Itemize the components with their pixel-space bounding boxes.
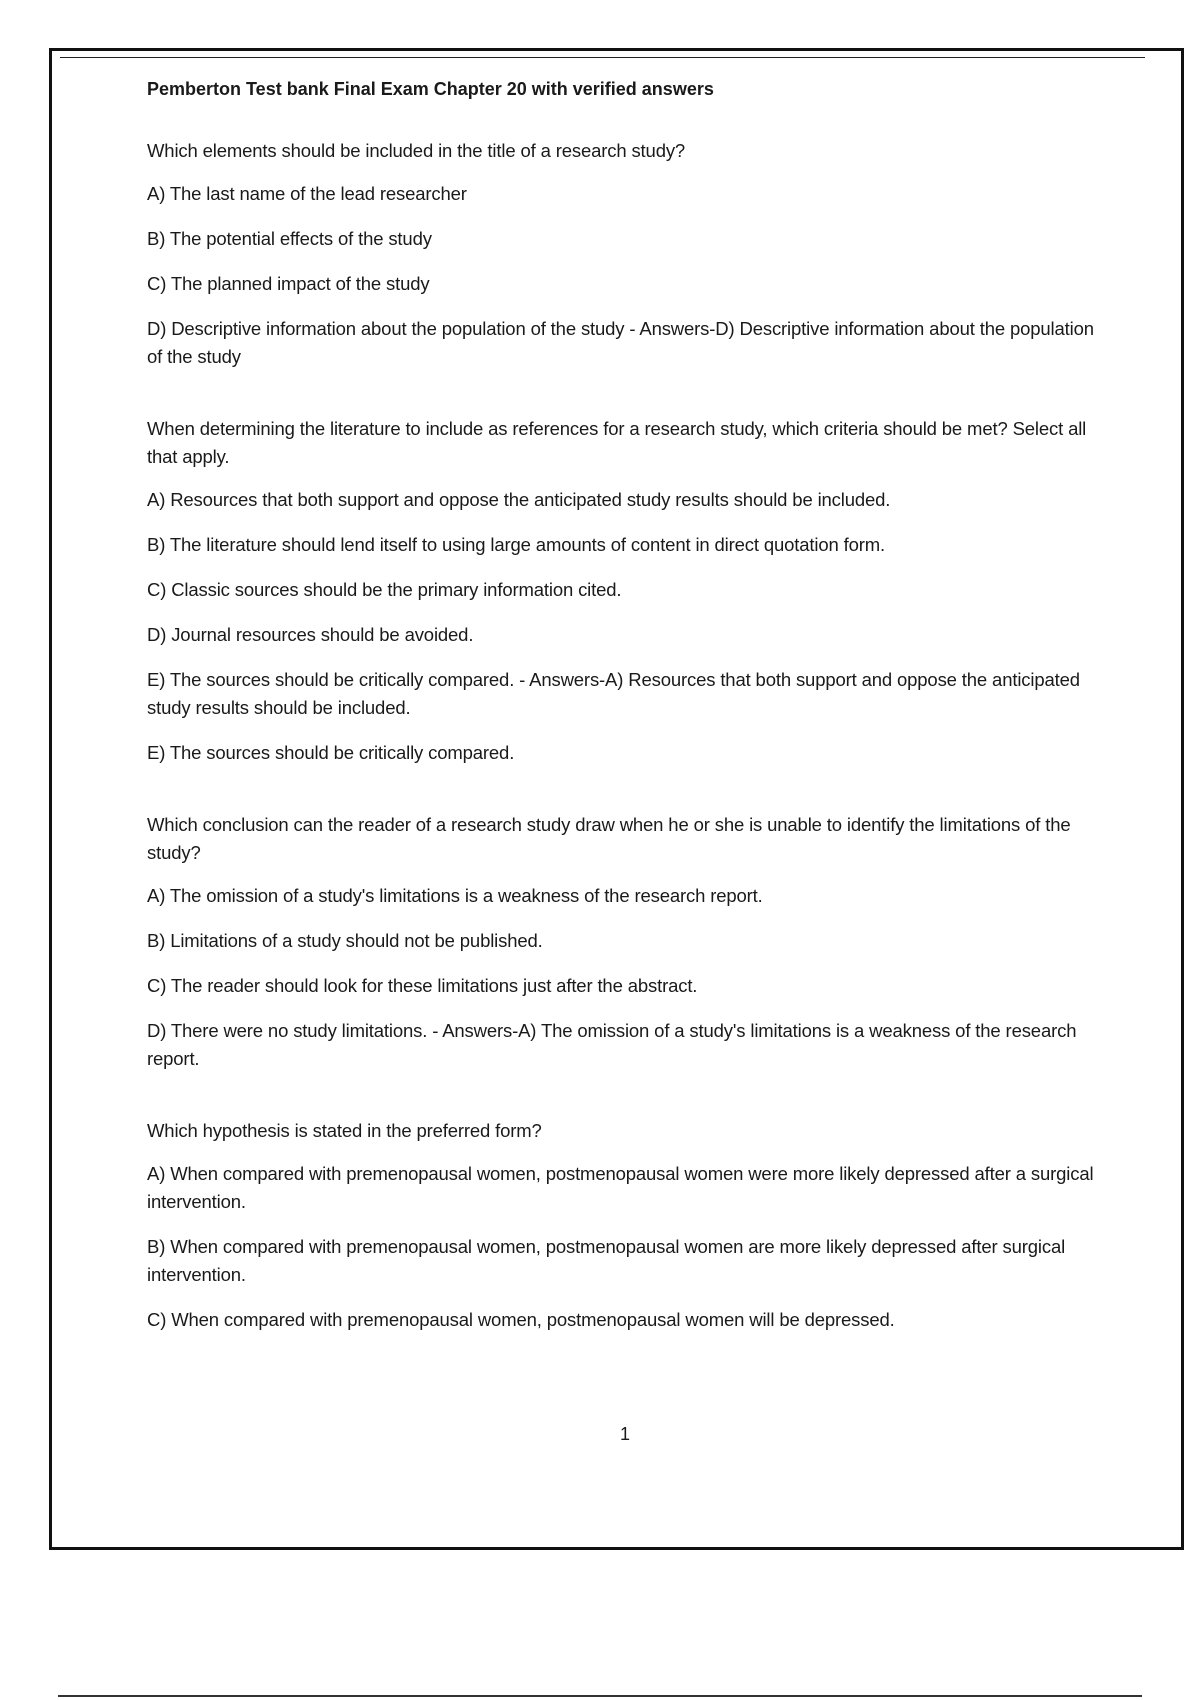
answer-option: D) There were no study limitations. - Answers-A) The omission of a study's limitations is a weakness of the research report.: [147, 1020, 1077, 1069]
question-stem: Which hypothesis is stated in the preferred form?: [147, 1120, 542, 1141]
answer-option: C) The reader should look for these limitations just after the abstract.: [147, 975, 698, 996]
answer-option: A) The omission of a study's limitations is a weakness of the research report.: [147, 885, 763, 906]
answer-option: A) The last name of the lead researcher: [147, 183, 467, 204]
answer-option: B) The potential effects of the study: [147, 228, 432, 249]
answer-option: D) Journal resources should be avoided.: [147, 624, 474, 645]
document-title: Pemberton Test bank Final Exam Chapter 20 with verified answers: [147, 79, 714, 99]
question-stem: When determining the literature to include as references for a research study, which criteria should be met? Select all that apply.: [147, 418, 1087, 467]
question-2: [147, 415, 1107, 767]
page-content: [147, 75, 1107, 1351]
answer-option: E) The sources should be critically compared.: [147, 742, 515, 763]
answer-option: B) Limitations of a study should not be published.: [147, 930, 543, 951]
answer-option: C) Classic sources should be the primary information cited.: [147, 579, 622, 600]
answer-option: B) When compared with premenopausal women, postmenopausal women are more likely depressed after surgical intervention.: [147, 1236, 1066, 1285]
answer-option: C) The planned impact of the study: [147, 273, 430, 294]
question-1: [147, 137, 1107, 371]
top-rule: [60, 57, 1145, 58]
next-page-top-rule: [58, 1695, 1142, 1697]
answer-option: A) Resources that both support and oppose the anticipated study results should be included.: [147, 489, 891, 510]
question-4: [147, 1117, 1107, 1334]
answer-option: E) The sources should be critically compared. - Answers-A) Resources that both support and oppose the anticipated study results should be included.: [147, 669, 1080, 718]
answer-option: B) The literature should lend itself to using large amounts of content in direct quotation form.: [147, 534, 886, 555]
answer-option: A) When compared with premenopausal women, postmenopausal women were more likely depressed after a surgical intervention.: [147, 1163, 1094, 1212]
page-frame: [49, 48, 1184, 1550]
page-number: 1: [619, 1424, 630, 1444]
question-stem: Which conclusion can the reader of a research study draw when he or she is unable to identify the limitations of the study?: [147, 814, 1071, 863]
answer-option: C) When compared with premenopausal women, postmenopausal women will be depressed.: [147, 1309, 895, 1330]
question-3: [147, 811, 1107, 1073]
answer-option: D) Descriptive information about the population of the study - Answers-D) Descriptive information about the population of the study: [147, 318, 1094, 367]
question-stem: Which elements should be included in the title of a research study?: [147, 140, 686, 161]
